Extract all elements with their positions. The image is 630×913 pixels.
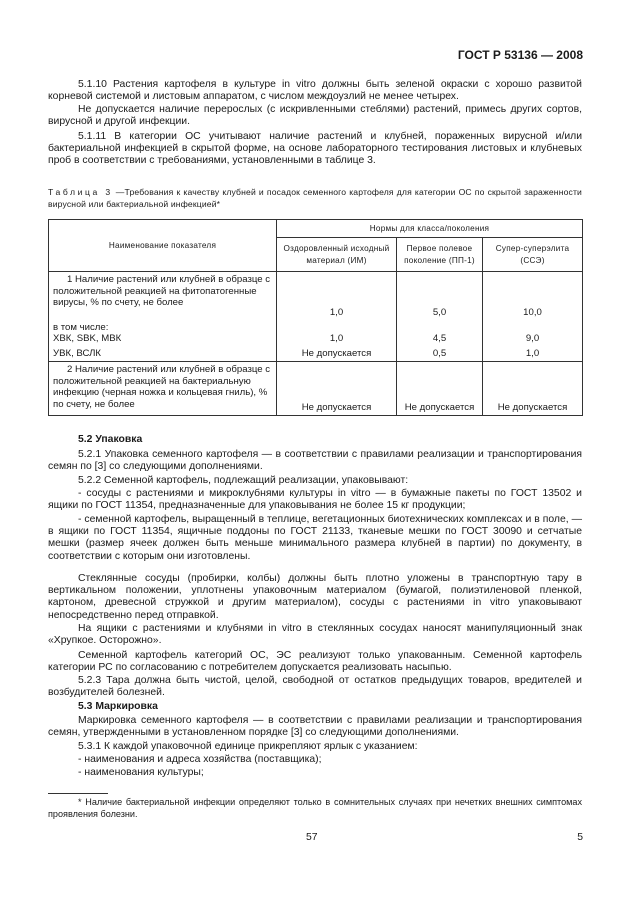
table-row — [49, 272, 583, 320]
paragraph-5-1-11: 5.1.11 В категории ОС учитывают наличие растений и клубней, пораженных вирусной и/или бактериальной инфекцией в скрытой форме, на основе лабораторного тестирования листовых и клубневых проб в соответствии с требованиями, установленными в таблице 3. — [48, 131, 582, 167]
row-4-name: 2 Наличие растений или клубней в образце с положительной реакцией на бактериальную инфекцию (черная ножка и кольцевая гниль), % по счету, не более — [53, 364, 271, 410]
row-3-name: УВК, ВСЛК — [49, 346, 277, 362]
paragraph-5-3-1: 5.3.1 К каждой упаковочной единице прикрепляют ярлык с указанием: — [78, 741, 418, 752]
table-caption-text: —Требования к качеству клубней и посадок семенного картофеля для категории ОС по скрытой зараженности вирусной или бактериальной инфекцией* — [48, 187, 582, 209]
table-row — [49, 320, 583, 346]
row-4-pp: Не допускается — [397, 362, 483, 416]
paragraph-packed-only: Семенной картофель категорий ОС, ЭС реализуют только упакованным. Семенной картофель категории РС по согласованию с потребителем допускается реализовать насыпью. — [48, 650, 582, 674]
section-5-3-title: 5.3 Маркировка — [78, 701, 158, 712]
footnote-divider — [48, 793, 108, 794]
requirements-table — [48, 219, 583, 416]
row-2-im: 1,0 — [277, 320, 397, 346]
paragraph-label-address: - наименования и адреса хозяйства (поставщика); — [78, 754, 322, 765]
row-1-im: 1,0 — [277, 272, 397, 320]
row-1-name: 1 Наличие растений или клубней в образце с положительной реакцией на фитопатогенные вирусы, % по счету, не более — [53, 274, 271, 308]
paragraph-5-2-1: 5.2.1 Упаковка семенного картофеля — в соответствии с правилами реализации и транспортирования семян по [3] со следующими дополнениями. — [48, 449, 582, 473]
sheet-number: 5 — [577, 832, 583, 843]
header-pp: Первое полевое поколение (ПП-1) — [397, 238, 483, 272]
paragraph-label-crop: - наименования культуры; — [78, 767, 204, 778]
standard-number: ГОСТ Р 53136 — 2008 — [457, 48, 583, 62]
paragraph-5-2-2: 5.2.2 Семенной картофель, подлежащий реализации, упаковывают: — [78, 475, 409, 486]
row-3-sse: 1,0 — [483, 346, 583, 362]
table-caption — [48, 187, 582, 210]
row-1-pp: 5,0 — [397, 272, 483, 320]
page-number: 57 — [306, 832, 318, 843]
header-indicator: Наименование показателя — [49, 220, 277, 272]
row-2-name-b: ХВК, SBK, МВК — [53, 333, 122, 344]
row-4-im: Не допускается — [277, 362, 397, 416]
row-3-im: Не допускается — [277, 346, 397, 362]
header-im: Оздоровленный исходный материал (ИМ) — [277, 238, 397, 272]
paragraph-greenhouse-packing: - семенной картофель, выращенный в теплице, вегетационных биотехнических комплексах и в поле, — в ящики по ГОСТ 11354, ящичные поддоны по ГОСТ 21133, тканевые мешки по ГОСТ 30090 и сетчатые мешки (размер ячеек должен быть меньше минимального размера клубней в партии) по документу, в соответствии с которым они изготовлены. — [48, 514, 582, 562]
table-caption-label: Таблица 3 — [48, 187, 113, 197]
table-row — [49, 362, 583, 416]
paragraph-5-2-3: 5.2.3 Тара должна быть чистой, целой, свободной от остатков предыдущих товаров, вредителей и возбудителей болезней. — [48, 675, 582, 699]
row-2-name-a: в том числе: — [53, 321, 109, 333]
paragraph-no-overgrown: Не допускается наличие перерослых (с искривленными стеблями) растений, примесь других сортов, вирусной и другой инфекции. — [48, 104, 582, 128]
paragraph-glass-vessels: Стеклянные сосуды (пробирки, колбы) должны быть плотно уложены в транспортную тару в вертикальном положении, уплотнены упаковочным материалом (бумагой, полиэтиленовой пленкой, картоном, древесной стружкой и другим материалом), сосуды с растениями in vitro упаковывают непосредственно перед отправкой. — [48, 573, 582, 621]
header-sse: Супер-суперэлита (ССЭ) — [483, 238, 583, 272]
paragraph-in-vitro-packing: - сосуды с растениями и микроклубнями культуры in vitro — в бумажные пакеты по ГОСТ 13502 и ящики по ГОСТ 11354, предназначенные для упаковывания не более 15 кг продукции; — [48, 488, 582, 512]
paragraph-marking: Маркировка семенного картофеля — в соответствии с правилами реализации и транспортирования семян, утвержденными в установленном порядке [3] со следующими дополнениями. — [48, 715, 582, 739]
row-1-sse: 10,0 — [483, 272, 583, 320]
row-3-pp: 0,5 — [397, 346, 483, 362]
paragraph-5-1-10: 5.1.10 Растения картофеля в культуре in vitro должны быть зеленой окраски с хорошо развитой корневой системой и листовым аппаратом, с числом междоузлий не менее четырех. — [48, 79, 582, 103]
header-norms: Нормы для класса/поколения — [277, 220, 583, 238]
section-5-2-title: 5.2 Упаковка — [78, 434, 143, 445]
row-2-pp: 4,5 — [397, 320, 483, 346]
paragraph-fragile-sign: На ящики с растениями и клубнями in vitro в стеклянных сосудах наносят манипуляционный знак «Хрупкое. Осторожно». — [48, 623, 582, 647]
footnote: * Наличие бактериальной инфекции определяют только в сомнительных случаях при нечетких внешних симптомах проявления болезни. — [48, 797, 582, 819]
row-2-sse: 9,0 — [483, 320, 583, 346]
table-row — [49, 346, 583, 362]
row-4-sse: Не допускается — [483, 362, 583, 416]
